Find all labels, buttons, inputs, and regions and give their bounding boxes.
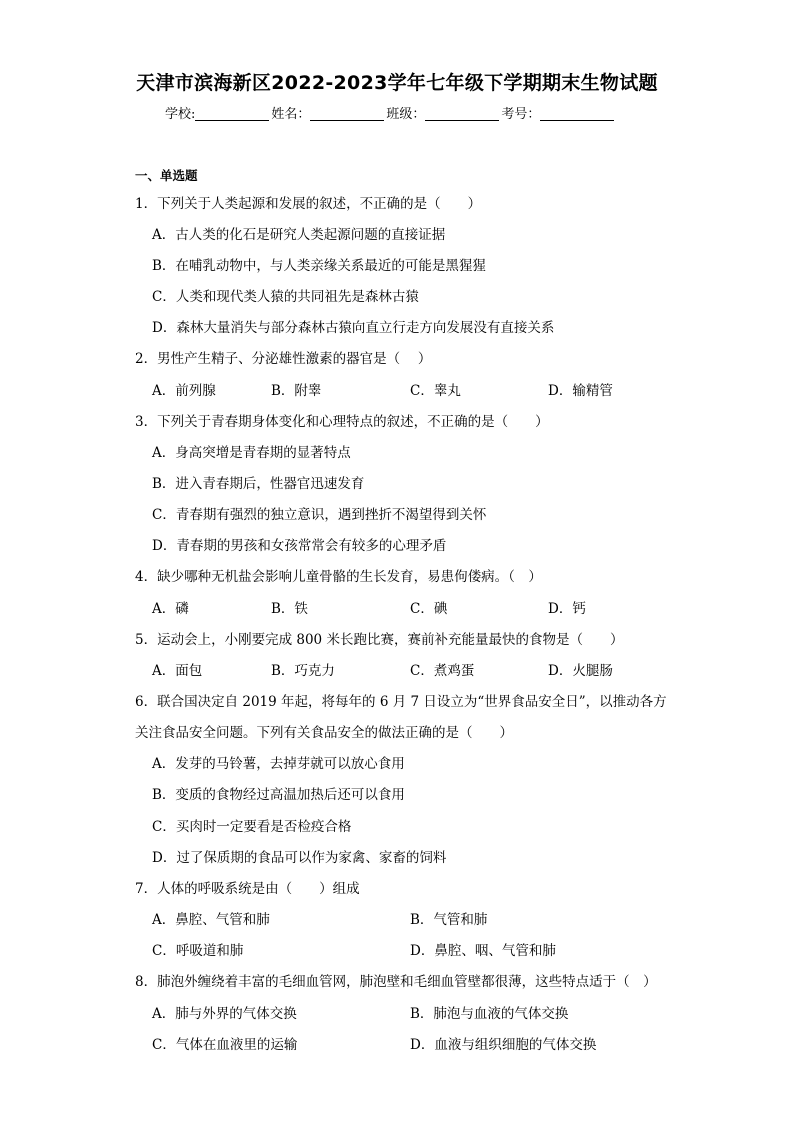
name-label: 姓名： <box>271 107 311 122</box>
question-stem: 8．肺泡外缠绕着丰富的毛细血管网，肺泡壁和毛细血管壁都很薄，这些特点适于（ ） <box>135 974 657 990</box>
option: D．钙 <box>548 601 586 617</box>
question-stem: 7．人体的呼吸系统是由（ ）组成 <box>135 881 360 897</box>
option: D．输精管 <box>548 383 613 399</box>
option: A．面包 <box>152 663 203 679</box>
option: C．煮鸡蛋 <box>410 663 475 679</box>
option: C．碘 <box>410 601 448 617</box>
exam-no-label: 考号： <box>501 107 541 122</box>
option: C．睾丸 <box>410 383 461 399</box>
option: B．附睾 <box>271 383 322 399</box>
question-stem-continued: 关注食品安全问题。下列有关食品安全的做法正确的是（ ） <box>135 725 513 741</box>
option: C．买肉时一定要看是否检疫合格 <box>152 819 352 835</box>
section-title: 一、单选题 <box>135 168 198 183</box>
school-blank <box>195 107 269 121</box>
question-stem: 6．联合国决定自 2019 年起，将每年的 6 月 7 日设立为“世界食品安全日”，以推动各方 <box>135 694 667 710</box>
option: A．鼻腔、气管和肺 <box>152 912 270 928</box>
question-stem: 3．下列关于青春期身体变化和心理特点的叙述，不正确的是（ ） <box>135 414 549 430</box>
option: C．气体在血液里的运输 <box>152 1037 298 1053</box>
option: B．巧克力 <box>271 663 335 679</box>
option: B．进入青春期后，性器官迅速发育 <box>152 476 365 492</box>
question-stem: 1．下列关于人类起源和发展的叙述，不正确的是（ ） <box>135 196 482 212</box>
option: D．鼻腔、咽、气管和肺 <box>410 943 556 959</box>
option: A．肺与外界的气体交换 <box>152 1006 297 1022</box>
option: C．青春期有强烈的独立意识，遇到挫折不渴望得到关怀 <box>152 507 487 523</box>
option: B．肺泡与血液的气体交换 <box>410 1006 569 1022</box>
student-info-line <box>165 103 616 122</box>
class-label: 班级： <box>386 107 426 122</box>
question-stem: 2．男性产生精子、分泌雄性激素的器官是（ ） <box>135 351 432 367</box>
exam-no-blank <box>540 107 614 121</box>
option: A．前列腺 <box>152 383 216 399</box>
option: B．铁 <box>271 601 308 617</box>
option: D．火腿肠 <box>548 663 613 679</box>
option: C．人类和现代类人猿的共同祖先是森林古猿 <box>152 289 419 305</box>
option: D．血液与组织细胞的气体交换 <box>410 1037 597 1053</box>
name-blank <box>310 107 384 121</box>
school-label: 学校: <box>165 107 196 122</box>
question-stem: 5．运动会上，小刚要完成 800 米长跑比赛，赛前补充能量最快的食物是（ ） <box>135 632 624 648</box>
option: B．气管和肺 <box>410 912 488 928</box>
option: D．森林大量消失与部分森林古猿向直立行走方向发展没有直接关系 <box>152 320 555 336</box>
option: A．身高突增是青春期的显著特点 <box>152 445 351 461</box>
option: C．呼吸道和肺 <box>152 943 244 959</box>
option: D．过了保质期的食品可以作为家禽、家畜的饲料 <box>152 850 447 866</box>
class-blank <box>425 107 499 121</box>
option: A．古人类的化石是研究人类起源问题的直接证据 <box>152 227 446 243</box>
option: A．磷 <box>152 601 189 617</box>
page-title: 天津市滨海新区2022-2023学年七年级下学期期末生物试题 <box>136 72 658 94</box>
question-stem: 4．缺少哪种无机盐会影响儿童骨骼的生长发育，易患佝偻病。（ ） <box>135 569 542 585</box>
option: B．在哺乳动物中，与人类亲缘关系最近的可能是黑猩猩 <box>152 258 486 274</box>
option: A．发芽的马铃薯，去掉芽就可以放心食用 <box>152 756 405 772</box>
option: B．变质的食物经过高温加热后还可以食用 <box>152 787 405 803</box>
option: D．青春期的男孩和女孩常常会有较多的心理矛盾 <box>152 538 447 554</box>
